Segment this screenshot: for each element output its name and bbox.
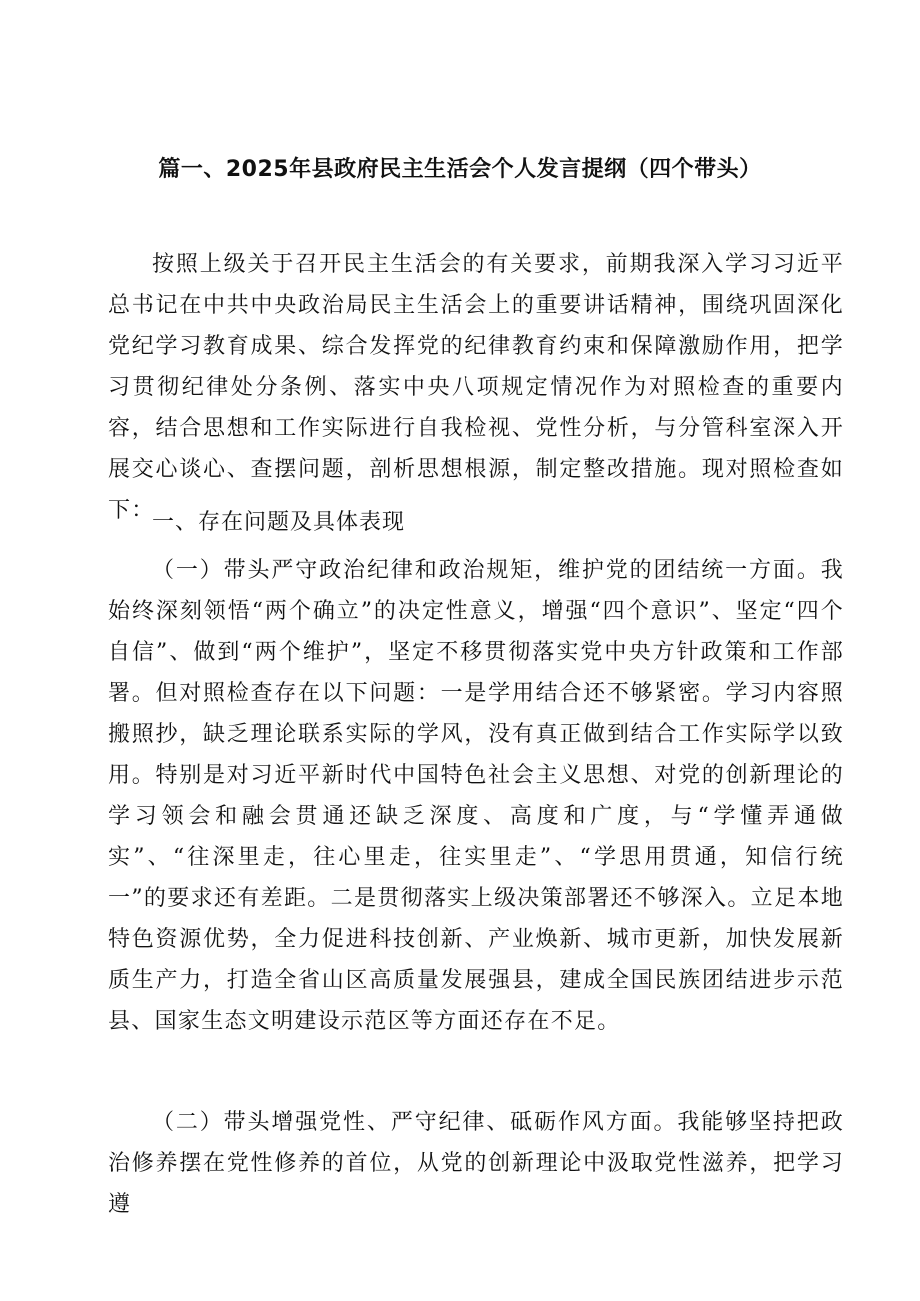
section-heading: 一、存在问题及具体表现 [152,510,406,535]
intro-paragraph: 按照上级关于召开民主生活会的有关要求，前期我深入学习习近平总书记在中共中央政治局民主生活会上的重要讲话精神，围绕巩固深化党纪学习教育成果、综合发挥党的纪律教育约束和保障激励作用，把学习贯彻纪律处分条例、落实中央八项规定情况作为对照检查的重要内容，结合思想和工作实际进行自我检视、党性分析，与分管科室深入开展交心谈心、查摆问题，剖析思想根源，制定整改措施。现对照检查如下： [108,252,844,523]
document-title: 篇一、2025年县政府民主生活会个人发言提纲（四个带头） [158,157,762,182]
section-paragraph-1: （一）带头严守政治纪律和政治规矩，维护党的团结统一方面。我始终深刻领悟“两个确立”的决定性意义，增强“四个意识”、坚定“四个自信”、做到“两个维护”，坚定不移贯彻落实党中央方针政策和工作部署。但对照检查存在以下问题：一是学用结合还不够紧密。学习内容照搬照抄，缺乏理论联系实际的学风，没有真正做到结合工作实际学以致用。特别是对习近平新时代中国特色社会主义思想、对党的创新理论的学习领会和融会贯通还缺乏深度、高度和广度，与“学懂弄通做实”、“往深里走，往心里走，往实里走”、“学思用贯通，知信行统一”的要求还有差距。二是贯彻落实上级决策部署还不够深入。立足本地特色资源优势，全力促进科技创新、产业焕新、城市更新，加快发展新质生产力，打造全省山区高质量发展强县，建成全国民族团结进步示范县、国家生态文明建设示范区等方面还存在不足。 [108,558,844,1034]
section-paragraph-2: （二）带头增强党性、严守纪律、砥砺作风方面。我能够坚持把政治修养摆在党性修养的首位，从党的创新理论中汲取党性滋养，把学习遵 [108,1110,844,1217]
